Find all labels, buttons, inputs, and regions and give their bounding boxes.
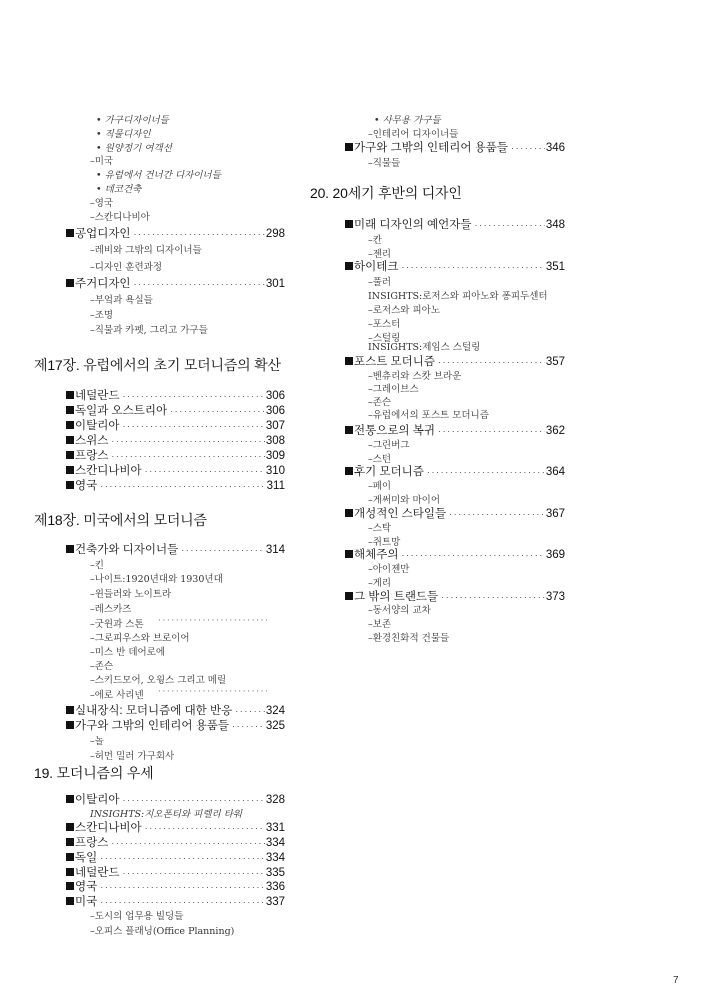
toc-entry-page: 324 xyxy=(265,705,285,717)
toc-entry-title: 가구와 그밖의 인테리어 용품들 xyxy=(354,142,509,154)
toc-entry-page: 306 xyxy=(265,405,285,417)
toc-subitem: –에로 사리넨 xyxy=(90,690,144,701)
toc-subitem: • 사무용 가구들 xyxy=(374,115,441,126)
toc-subitem: –그로피우스와 브로이어 xyxy=(90,633,190,644)
toc-entry-page: 331 xyxy=(265,822,285,834)
bullet-square-icon xyxy=(66,838,74,846)
bullet-square-icon xyxy=(66,466,74,474)
toc-subitem: • 가구디자이너들 xyxy=(96,115,169,126)
toc-subitem: –굿윈과 스톤 xyxy=(90,619,144,630)
leader-dots xyxy=(145,824,265,833)
chapter-heading: 제17장. 유럽에서의 초기 모더니즘의 확산 xyxy=(34,357,281,373)
toc-subitem: –인테리어 디자이너들 xyxy=(368,129,459,140)
leader-dots xyxy=(100,854,265,863)
leader-dots xyxy=(232,722,265,731)
toc-entry-page: 311 xyxy=(266,480,285,492)
toc-subitem: –벤츄리와 스캇 브라운 xyxy=(368,371,462,382)
toc-subitem: –미스 반 데어로에 xyxy=(90,647,166,658)
toc-entry-title: 건축가와 디자이너들 xyxy=(75,544,179,556)
bullet-square-icon xyxy=(345,550,353,558)
toc-subitem: –레스카즈 xyxy=(90,604,132,615)
leader-dots xyxy=(100,482,265,491)
toc-entry-title: 독일과 오스트리아 xyxy=(75,405,168,417)
toc-subitem: –로저스와 피아노 xyxy=(368,305,441,316)
chapter-heading: 20. 20세기 후반의 디자인 xyxy=(310,185,462,201)
toc-entry-title: 스칸디나비아 xyxy=(75,822,142,834)
toc-entry[interactable] xyxy=(345,509,565,521)
toc-subitem: –스탁 xyxy=(368,523,392,534)
toc-subitem: –존슨 xyxy=(368,397,392,408)
page-number: 7 xyxy=(673,975,679,986)
toc-entry[interactable] xyxy=(66,545,285,557)
bullet-square-icon xyxy=(66,721,74,729)
toc-entry-title: 미국 xyxy=(75,896,98,908)
toc-entry[interactable] xyxy=(66,421,285,433)
toc-subitem: –칸 xyxy=(368,235,382,246)
toc-entry[interactable] xyxy=(66,795,285,807)
toc-subitem: –놀 xyxy=(90,736,104,747)
toc-entry[interactable] xyxy=(66,897,285,909)
toc-entry-page: 335 xyxy=(265,867,285,879)
leader-dots xyxy=(474,221,544,230)
leader-dots xyxy=(235,707,265,716)
bullet-square-icon xyxy=(345,262,353,270)
toc-subitem: –오피스 플래닝(Office Planning) xyxy=(90,926,235,937)
leader-dots xyxy=(134,230,265,239)
toc-entry-page: 369 xyxy=(545,549,565,561)
bullet-square-icon xyxy=(66,545,74,553)
toc-entry-page: 364 xyxy=(545,466,565,478)
toc-entry-page: 336 xyxy=(265,881,285,893)
toc-entry[interactable] xyxy=(66,868,285,880)
toc-entry-page: 301 xyxy=(265,278,285,290)
leader-dots xyxy=(181,546,265,555)
toc-entry-page: 314 xyxy=(265,544,285,556)
toc-subitem: –스키드모어, 오윙스 그리고 메릴 xyxy=(90,675,227,686)
toc-entry-title: 영국 xyxy=(75,881,98,893)
toc-subitem: –그린버그 xyxy=(368,440,410,451)
bullet-square-icon xyxy=(66,279,74,287)
toc-subitem: –그레이브스 xyxy=(368,384,419,395)
toc-entry[interactable] xyxy=(66,451,285,463)
leader-dots xyxy=(449,510,545,519)
toc-entry-title: 영국 xyxy=(75,480,98,492)
toc-entry[interactable] xyxy=(66,706,285,718)
toc-subitem: –아이젠만 xyxy=(368,564,410,575)
toc-entry[interactable] xyxy=(66,853,285,865)
toc-entry-page: 334 xyxy=(265,837,285,849)
toc-entry[interactable] xyxy=(66,481,285,493)
toc-subitem: –허먼 밀러 가구회사 xyxy=(90,751,175,762)
leader-dots xyxy=(100,883,265,892)
toc-entry[interactable] xyxy=(345,220,565,232)
bullet-square-icon xyxy=(66,406,74,414)
toc-entry[interactable] xyxy=(66,229,285,241)
toc-subitem: –유럽에서의 포스트 모더니즘 xyxy=(368,410,489,421)
toc-subitem: –영국 xyxy=(90,198,114,209)
toc-subitem: –풀러 xyxy=(368,277,392,288)
toc-entry-title: 네덜란드 xyxy=(75,390,120,402)
toc-subitem: –부엌과 욕실들 xyxy=(90,295,153,306)
toc-entry-page: 373 xyxy=(545,591,565,603)
bullet-square-icon xyxy=(345,592,353,600)
leader-dots xyxy=(111,437,264,446)
toc-subitem: –존슨 xyxy=(90,661,114,672)
bullet-square-icon xyxy=(66,706,74,714)
toc-entry-page: 334 xyxy=(265,852,285,864)
leader-dots xyxy=(111,839,264,848)
toc-entry-title: 포스트 모더니즘 xyxy=(354,356,435,368)
toc-subitem: –쥐트망 xyxy=(368,537,401,548)
toc-entry[interactable] xyxy=(345,592,565,604)
toc-entry-title: 프랑스 xyxy=(75,837,109,849)
toc-subitem: –직물과 카펫, 그리고 가구들 xyxy=(90,325,208,336)
toc-entry[interactable] xyxy=(66,436,285,448)
bullet-square-icon xyxy=(66,795,74,803)
toc-entry-page: 325 xyxy=(265,720,285,732)
toc-entry[interactable] xyxy=(345,143,565,155)
toc-subitem: –포스터 xyxy=(368,319,401,330)
leader-dots xyxy=(401,551,544,560)
toc-entry-page: 348 xyxy=(545,219,565,231)
toc-subitem: INSIGHTS:지오폰티와 피렐리 타워 xyxy=(90,809,243,820)
toc-entry[interactable] xyxy=(66,882,285,894)
toc-entry[interactable] xyxy=(66,406,285,418)
leader-dots xyxy=(122,796,264,805)
toc-subitem: –게리 xyxy=(368,578,392,589)
toc-entry[interactable] xyxy=(66,823,285,835)
toc-entry[interactable] xyxy=(345,550,565,562)
toc-subitem: –도시의 업무용 빌딩들 xyxy=(90,911,184,922)
toc-entry-title: 스위스 xyxy=(75,435,109,447)
bullet-square-icon xyxy=(66,481,74,489)
toc-entry-page: 337 xyxy=(265,896,285,908)
toc-entry-page: 357 xyxy=(545,356,565,368)
chapter-heading: 19. 모더니즘의 우세 xyxy=(34,765,154,781)
toc-subitem: –스털링 xyxy=(368,333,401,344)
toc-entry-title: 주거디자인 xyxy=(75,278,131,290)
leader-dots xyxy=(170,407,265,416)
toc-entry-title: 미래 디자인의 예언자들 xyxy=(354,219,472,231)
toc-subitem: • 원양정기 여객선 xyxy=(96,143,172,154)
bullet-square-icon xyxy=(66,853,74,861)
leader-dots xyxy=(145,467,265,476)
bullet-square-icon xyxy=(345,143,353,151)
leader-dots xyxy=(122,869,264,878)
leader-dots xyxy=(438,427,545,436)
toc-subitem: –게써미와 마이어 xyxy=(368,495,441,506)
bullet-square-icon xyxy=(345,220,353,228)
leader-dots xyxy=(100,898,265,907)
toc-entry-title: 해체주의 xyxy=(354,549,399,561)
toc-subitem: –나이트:1920년대와 1930년대 xyxy=(90,574,223,585)
bullet-square-icon xyxy=(345,467,353,475)
bullet-square-icon xyxy=(66,868,74,876)
leader-dots: ························· xyxy=(158,687,270,697)
bullet-square-icon xyxy=(66,421,74,429)
toc-entry-page: 351 xyxy=(545,261,565,273)
bullet-square-icon xyxy=(66,451,74,459)
toc-subitem: –미국 xyxy=(90,156,114,167)
toc-subitem: –직물들 xyxy=(368,158,401,169)
toc-entry[interactable] xyxy=(66,721,285,733)
leader-dots xyxy=(438,358,545,367)
leader-dots xyxy=(111,452,264,461)
toc-entry-title: 네덜란드 xyxy=(75,867,120,879)
toc-entry-title: 실내장식: 모더니즘에 대한 반응 xyxy=(75,705,233,717)
bullet-square-icon xyxy=(66,823,74,831)
toc-entry-title: 하이테크 xyxy=(354,261,399,273)
toc-entry-title: 공업디자인 xyxy=(75,228,131,240)
toc-subitem: –스칸디나비아 xyxy=(90,212,150,223)
toc-entry-title: 이탈리아 xyxy=(75,794,120,806)
toc-subitem: –페이 xyxy=(368,481,392,492)
toc-entry-title: 그 밖의 트랜드들 xyxy=(354,591,439,603)
bullet-square-icon xyxy=(66,391,74,399)
leader-dots xyxy=(134,280,265,289)
toc-entry-page: 346 xyxy=(545,142,565,154)
bullet-square-icon xyxy=(66,897,74,905)
bullet-square-icon xyxy=(66,229,74,237)
toc-subitem: –레비와 그밖의 디자이너들 xyxy=(90,245,202,256)
toc-subitem: –조명 xyxy=(90,310,114,321)
bullet-square-icon xyxy=(66,436,74,444)
toc-subitem: INSIGHTS:로저스와 피아노와 퐁피두센터 xyxy=(368,291,548,302)
toc-entry-page: 306 xyxy=(265,390,285,402)
toc-entry[interactable] xyxy=(66,391,285,403)
toc-entry-title: 전통으로의 복귀 xyxy=(354,425,435,437)
leader-dots xyxy=(441,593,545,602)
toc-subitem: –디자인 훈련과정 xyxy=(90,262,163,273)
toc-subitem: –동서양의 교차 xyxy=(368,605,431,616)
toc-entry-page: 362 xyxy=(545,425,565,437)
toc-entry-title: 후기 모더니즘 xyxy=(354,466,424,478)
toc-entry[interactable] xyxy=(345,262,565,274)
toc-entry[interactable] xyxy=(66,466,285,478)
toc-entry-page: 367 xyxy=(545,508,565,520)
leader-dots xyxy=(122,392,264,401)
leader-dots: ························· xyxy=(158,616,270,626)
chapter-heading: 제18장. 미국에서의 모더니즘 xyxy=(34,512,207,528)
toc-entry-title: 스칸디나비아 xyxy=(75,465,142,477)
toc-entry-title: 가구와 그밖의 인테리어 용품들 xyxy=(75,720,230,732)
toc-entry-page: 308 xyxy=(265,435,285,447)
toc-entry-title: 프랑스 xyxy=(75,450,109,462)
leader-dots xyxy=(511,144,545,153)
leader-dots xyxy=(122,422,264,431)
toc-entry-page: 309 xyxy=(265,450,285,462)
toc-entry-page: 328 xyxy=(265,794,285,806)
toc-entry-title: 개성적인 스타일들 xyxy=(354,508,447,520)
bullet-square-icon xyxy=(66,882,74,890)
toc-subitem: • 직물디자인 xyxy=(96,129,151,140)
toc-subitem: INSIGHTS:제임스 스털링 xyxy=(368,342,481,353)
toc-subitem: • 유럽에서 건너간 디자이너들 xyxy=(96,170,221,181)
toc-subitem: –윈들러와 노이트라 xyxy=(90,589,172,600)
toc-entry-page: 307 xyxy=(265,420,285,432)
toc-subitem: –젠리 xyxy=(368,249,392,260)
toc-entry[interactable] xyxy=(345,357,565,369)
toc-entry-page: 298 xyxy=(265,228,285,240)
toc-subitem: –스턴 xyxy=(368,454,392,465)
toc-entry-title: 이탈리아 xyxy=(75,420,120,432)
toc-entry-title: 독일 xyxy=(75,852,98,864)
toc-entry[interactable] xyxy=(66,279,285,291)
bullet-square-icon xyxy=(345,509,353,517)
toc-entry[interactable] xyxy=(66,838,285,850)
toc-subitem: • 데코건축 xyxy=(96,184,142,195)
bullet-square-icon xyxy=(345,357,353,365)
toc-subitem: –환경친화적 건물들 xyxy=(368,633,450,644)
toc-subitem: –보존 xyxy=(368,619,392,630)
bullet-square-icon xyxy=(345,426,353,434)
toc-entry[interactable] xyxy=(345,426,565,438)
leader-dots xyxy=(401,263,544,272)
toc-entry[interactable] xyxy=(345,467,565,479)
toc-entry-page: 310 xyxy=(265,465,285,477)
leader-dots xyxy=(427,468,545,477)
toc-subitem: –킨 xyxy=(90,560,104,571)
